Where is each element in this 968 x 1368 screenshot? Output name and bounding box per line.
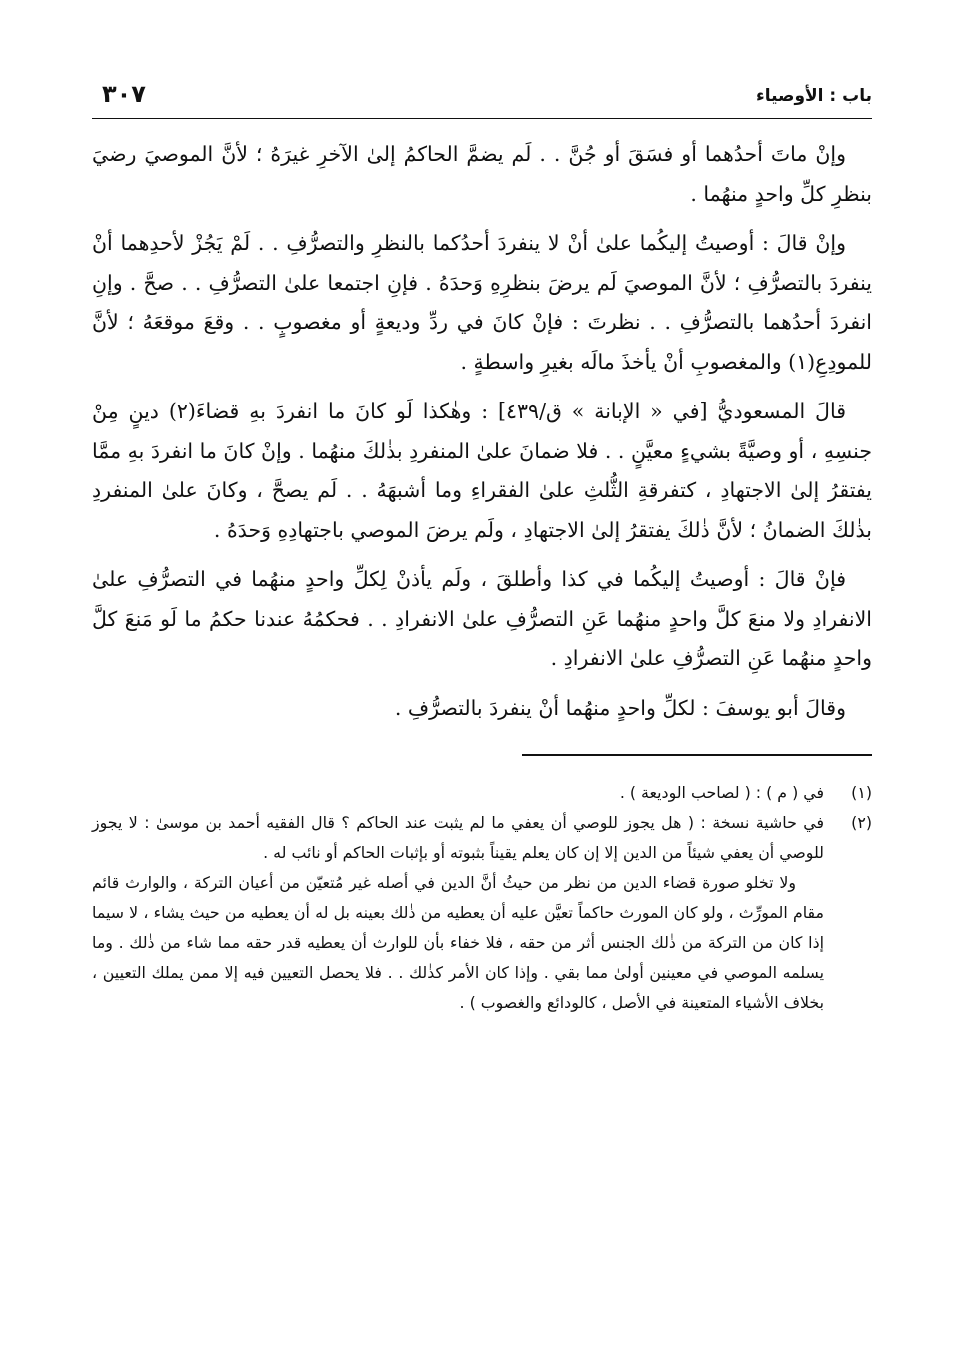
footnote-separator xyxy=(522,754,872,756)
paragraph: وإنْ قالَ : أوصيتُ إليكُما علىٰ أنْ لا ينفردَ أحدُكما بالنظرِ والتصرُّفِ . . لَمْ يَجُزْ لأحدِهما أنْ ينفردَ بالتصرُّفِ ؛ لأنَّ الموصيَ لَم يرضَ بنظرِهِ وَحدَهُ . فإنِ اجتمعا علىٰ التصرُّفِ . . صحَّ . وإنِ انفردَ أحدُهما بالتصرُّفِ . . نظرتَ : فإنْ كانَ في ردِّ وديعةٍ أو مغصوبٍ . . وقعَ موقعَهُ ؛ لأنَّ للمودِعِ(١) والمغصوبِ أنْ يأخذَ مالَه بغيرِ واسطةٍ . xyxy=(92,231,872,374)
page-header xyxy=(92,78,872,119)
chapter-title: باب : الأوصياء xyxy=(756,86,872,106)
footnote-paragraph: في حاشية نسخة : ( هل يجوز للوصي أن يعفي ما لم يثبت عند الحاكم ؟ قال الفقيه أحمد بن موسىٰ : لا يجوز للوصي أن يعفي شيئاً من الدين إلا إن كان يعلم يقيناً بثبوته أو بإثبات الحاكم أو نائب له . xyxy=(92,813,824,862)
footnote-continuation: ولا تخلو صورة قضاء الدين من نظر من حيثُ أنَّ الدين في أصله غير مُتعيّن من أعيان التركة ، والوارث قائم مقام المورِّث ، ولو كان المورث حاكماً تعيَّن عليه أن يعطيه من ذٰلك بعينه بل له أن يعطيه من حيث يشاء ، لا سيما إذا كان من التركة من ذٰلك الجنس أثر من حقه ، فلا خفاء بأن للوارث أن يعطيه قدر حقه مما شاء من ذٰلك . وما يسلمه الموصي في معينين أولىٰ مما بقي . وإذا كان الأمر كذٰلك . . فلا يحصل التعيين فيه إلا ممن يملك التعيين ، بخلاف الأشياء المتعينة في الأصل ، كالودائع والغصوب ) . xyxy=(92,873,824,1012)
page-number: ٣٠٧ xyxy=(102,80,146,108)
footnote-text xyxy=(92,808,824,1018)
main-text xyxy=(92,135,872,728)
footnote-number: (٢) xyxy=(851,813,872,832)
paragraph: وقالَ أبو يوسفَ : لكلِّ واحدٍ منهُما أنْ ينفردَ بالتصرُّفِ . xyxy=(394,695,846,720)
paragraph: قالَ المسعوديُّ [في « الإبانة » ق/٤٣٩] : وهٰكذا لَو كانَ ما انفردَ بهِ قضاءَ(٢) دينٍ مِنْ جنسِهِ ، أو وصيَّةً بشيءٍ معيَّنٍ . . فلا ضمانَ علىٰ المنفردِ بذٰلكَ منهُما . وإنْ كانَ ما انفردَ بهِ ممَّا يفتقرُ إلىٰ الاجتهادِ ، كتفرقةِ الثُّلثِ علىٰ الفقراءِ وما أشبهَهُ . . لَم يصحَّ ، وكانَ علىٰ المنفردِ بذٰلكَ الضمانُ ؛ لأنَّ ذٰلكَ يفتقرُ إلىٰ الاجتهادِ ، ولَم يرضَ الموصي باجتهادِهِ وَحدَهُ . xyxy=(92,399,872,542)
paragraph: وإنْ ماتَ أحدُهما أو فسَقَ أو جُنَّ . . لَم يضمَّ الحاكمُ إلىٰ الآخرِ غيرَهُ ؛ لأنَّ الموصيَ رضيَ بنظرِ كلِّ واحدٍ منهُما . xyxy=(92,142,872,206)
footnote-item xyxy=(92,808,872,1018)
footnotes xyxy=(92,778,872,1018)
footnote-number: (١) xyxy=(851,783,872,802)
paragraph: فإنْ قالَ : أوصيتُ إليكُما في كذا وأطلقَ ، ولَم يأذنْ لِكلِّ واحدٍ منهُما في التصرُّفِ علىٰ الانفرادِ ولا منعَ كلَّ واحدٍ منهُما عَنِ التصرُّفِ علىٰ الانفرادِ . . فحكمُهُ عندنا حكمُ ما لَو مَنعَ كلَّ واحدٍ منهُما عَنِ التصرُّفِ علىٰ الانفرادِ . xyxy=(92,567,872,670)
footnote-item xyxy=(92,778,872,808)
book-page xyxy=(92,78,872,1018)
footnote-text: في ( م ) : ( لصاحب الوديعة ) . xyxy=(619,783,824,802)
